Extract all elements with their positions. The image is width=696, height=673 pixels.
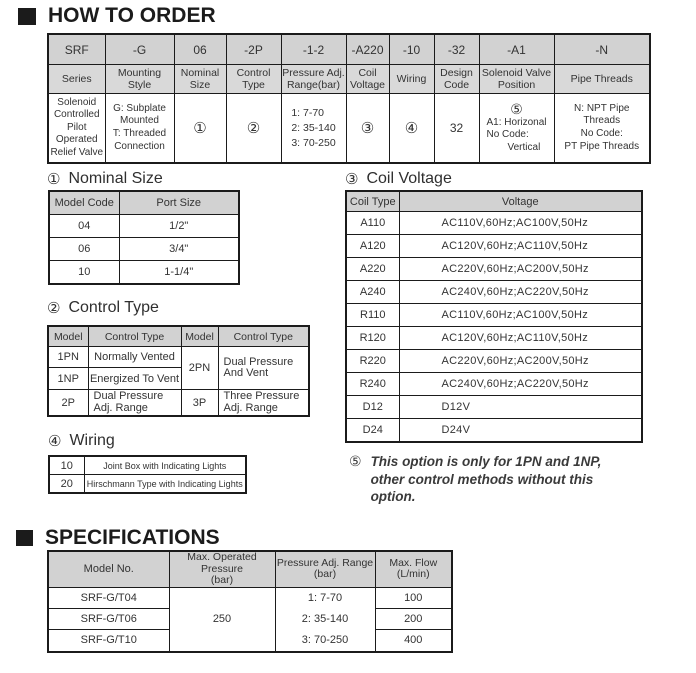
coil-type-cell: R120 [346,327,399,350]
specifications-table [47,550,453,653]
coil-type-cell: D12 [346,396,399,419]
wiring-ref-symbol: ④ [389,94,434,164]
order-code: -A1 [479,34,554,65]
column-header: Control Type [88,326,181,347]
specifications-header [16,526,220,550]
port-size-cell: 3/4" [119,238,239,261]
wiring-desc-cell: Hirschmann Type with Indicating Lights [84,475,246,494]
coil-type-cell: R220 [346,350,399,373]
control-type-cell: Dual Pressure Adj. Range [88,390,181,417]
wiring-code-cell: 20 [49,475,84,494]
model-cell: 1NP [48,368,88,390]
order-code-table [47,33,651,164]
nominal-size-heading-label: Nominal Size [68,170,163,187]
port-size-cell: 1/2" [119,215,239,238]
voltage-cell: AC240V,60Hz;AC220V,50Hz [399,373,642,396]
table-row [346,304,642,327]
max-flow-cell: 100 [375,587,452,608]
table-header-row [49,191,239,215]
order-label: Design Code [434,65,479,94]
table-row [48,347,309,368]
port-size-cell: 1-1/4" [119,261,239,285]
table-row [49,261,239,285]
table-row [48,587,452,608]
table-row [346,235,642,258]
table-row [49,475,246,494]
coil-type-cell: R110 [346,304,399,327]
table-row [346,373,642,396]
order-label: Pipe Threads [554,65,650,94]
how-to-order-title: HOW TO ORDER [48,4,216,27]
column-header: Control Type [218,326,309,347]
order-code: -N [554,34,650,65]
table-header-row [346,191,642,212]
circled-3-icon: ③ [345,171,359,188]
coil-voltage-ref-symbol: ③ [346,94,389,164]
table-row [346,350,642,373]
section-marker-icon [16,530,33,546]
wiring-heading [48,432,115,450]
table-header-row [48,326,309,347]
control-type-cell: Dual Pressure And Vent [218,347,309,390]
voltage-cell: AC120V,60Hz;AC110V,50Hz [399,235,642,258]
order-label: Pressure Adj. Range(bar) [281,65,346,94]
model-cell: 2P [48,390,88,417]
coil-type-cell: A120 [346,235,399,258]
order-label: Mounting Style [105,65,174,94]
circled-2-icon: ② [47,300,61,317]
table-row [48,390,309,417]
coil-type-cell: A220 [346,258,399,281]
order-detail-row [48,94,650,164]
column-header: Voltage [399,191,642,212]
coil-voltage-table [345,190,643,443]
voltage-cell: D12V [399,396,642,419]
specifications-title: SPECIFICATIONS [45,526,220,549]
control-type-table [47,325,310,417]
model-no-cell: SRF-G/T06 [48,608,169,629]
voltage-cell: AC120V,60Hz;AC110V,50Hz [399,327,642,350]
order-code: 06 [174,34,226,65]
table-row [346,419,642,443]
order-code: SRF [48,34,105,65]
control-type-cell: Three Pressure Adj. Range [218,390,309,417]
wiring-table [48,455,247,494]
order-label: Control Type [226,65,281,94]
pipe-threads-options: N: NPT Pipe Threads No Code: PT Pipe Threads [554,94,650,164]
column-header: Max. Flow (L/min) [375,551,452,587]
option-note [349,453,637,506]
coil-voltage-heading-label: Coil Voltage [366,170,452,187]
note-ref-symbol: ⑤ [510,100,523,117]
voltage-cell: AC110V,60Hz;AC100V,50Hz [399,304,642,327]
circled-5-icon: ⑤ [349,453,362,469]
control-type-heading [47,299,159,317]
order-code: -32 [434,34,479,65]
model-code-cell: 04 [49,215,119,238]
wiring-heading-label: Wiring [69,432,115,449]
column-header: Model No. [48,551,169,587]
order-label: Solenoid Valve Position [479,65,554,94]
model-code-cell: 10 [49,261,119,285]
column-header: Max. Operated Pressure (bar) [169,551,275,587]
order-code: -G [105,34,174,65]
table-row [49,215,239,238]
control-type-cell: Normally Vented [88,347,181,368]
control-type-heading-label: Control Type [68,299,159,316]
wiring-desc-cell: Joint Box with Indicating Lights [84,456,246,475]
model-cell: 3P [181,390,218,417]
column-header: Model Code [49,191,119,215]
column-header: Model [181,326,218,347]
control-type-ref-symbol: ② [226,94,281,164]
coil-type-cell: A110 [346,212,399,235]
order-label: Nominal Size [174,65,226,94]
voltage-cell: AC240V,60Hz;AC220V,50Hz [399,281,642,304]
order-code: -1-2 [281,34,346,65]
order-code: -2P [226,34,281,65]
voltage-cell: AC220V,60Hz;AC200V,50Hz [399,350,642,373]
table-row [346,258,642,281]
voltage-cell: AC110V,60Hz;AC100V,50Hz [399,212,642,235]
table-row [346,327,642,350]
model-no-cell: SRF-G/T04 [48,587,169,608]
order-label: Series [48,65,105,94]
column-header: Port Size [119,191,239,215]
control-type-cell: Energized To Vent [88,368,181,390]
pressure-range-options: 1: 7-70 2: 35-140 3: 70-250 [281,94,346,164]
solenoid-position-options: ⑤ A1: Horizonal No Code: Vertical [479,94,554,164]
max-flow-cell: 200 [375,608,452,629]
max-pressure-cell: 250 [169,587,275,652]
coil-type-cell: R240 [346,373,399,396]
table-header-row [48,551,452,587]
column-header: Model [48,326,88,347]
table-row [49,238,239,261]
table-row [346,281,642,304]
max-flow-cell: 400 [375,630,452,652]
circled-1-icon: ① [47,171,61,188]
model-cell: 2PN [181,347,218,390]
order-code: -A220 [346,34,389,65]
model-code-cell: 06 [49,238,119,261]
wiring-code-cell: 10 [49,456,84,475]
model-no-cell: SRF-G/T10 [48,630,169,652]
model-cell: 1PN [48,347,88,368]
nominal-size-table [48,190,240,285]
nominal-size-ref-symbol: ① [174,94,226,164]
mounting-style-options: G: Subplate Mounted T: Threaded Connection [105,94,174,164]
design-code-value: 32 [434,94,479,164]
column-header: Coil Type [346,191,399,212]
order-label: Coil Voltage [346,65,389,94]
series-description: Solenoid Controlled Pilot Operated Relief Valve [48,94,105,164]
pressure-range-cell: 1: 7-70 2: 35-140 3: 70-250 [275,587,375,652]
table-row [346,396,642,419]
how-to-order-header [18,4,216,28]
order-label: Wiring [389,65,434,94]
table-row [346,212,642,235]
coil-type-cell: A240 [346,281,399,304]
table-row [49,456,246,475]
order-code: -10 [389,34,434,65]
order-label-row [48,65,650,94]
voltage-cell: AC220V,60Hz;AC200V,50Hz [399,258,642,281]
coil-type-cell: D24 [346,419,399,443]
voltage-cell: D24V [399,419,642,443]
coil-voltage-heading [345,170,452,188]
option-note-text: This option is only for 1PN and 1NP, other control methods without this option. [370,454,602,504]
section-marker-icon [18,8,36,25]
order-code-row [48,34,650,65]
nominal-size-heading [47,170,163,188]
column-header: Pressure Adj. Range (bar) [275,551,375,587]
circled-4-icon: ④ [48,433,62,450]
